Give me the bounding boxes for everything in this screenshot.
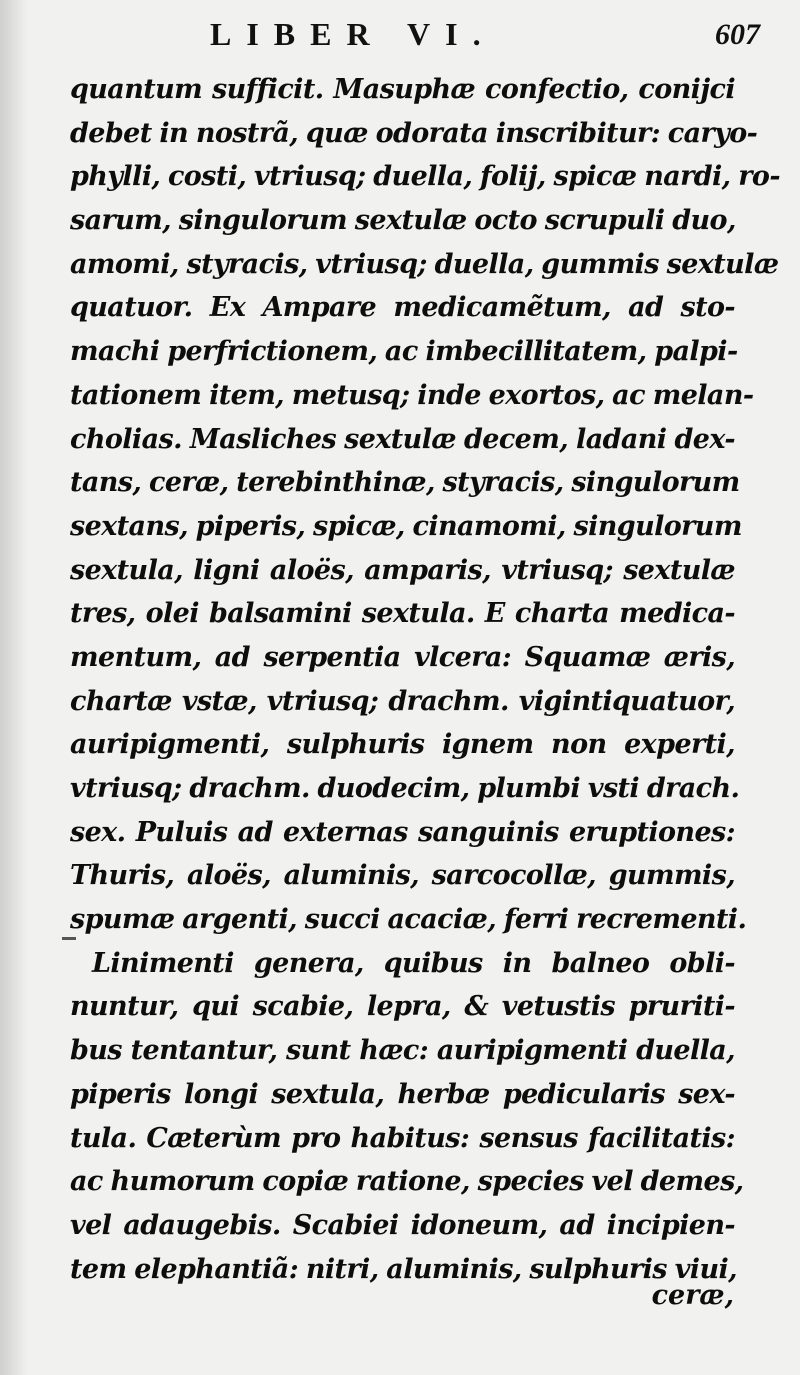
page-number: 607 xyxy=(715,18,760,51)
text-line: tans, ceræ, terebinthinæ, styracis, singulorum xyxy=(70,467,740,499)
text-line: auripigmenti, sulphuris ignem non experti, xyxy=(70,729,735,761)
text-line: sarum, singulorum sextulæ octo scrupuli duo, xyxy=(70,205,736,237)
text-line: ac humorum copiæ ratione, species vel demes, xyxy=(70,1166,744,1198)
running-head: LIBER VI. xyxy=(210,16,496,52)
text-line: sextans, piperis, spicæ, cinamomi, singulorum xyxy=(70,510,742,542)
text-line: quantum sufficit. Masuphæ confectio, conijci xyxy=(70,74,735,105)
text-line: cholias. Masliches sextulæ decem, ladani dex- xyxy=(70,423,735,455)
text-line: spumæ argenti, succi acaciæ, ferri recrementi. xyxy=(70,904,747,936)
text-line: amomi, styracis, vtriusq; duella, gummis sextulæ xyxy=(70,248,779,280)
body-text xyxy=(70,68,780,1291)
text-line: mentum, ad serpentia vlcera: Squamæ æris, xyxy=(70,641,735,673)
text-line: sextula, ligni aloës, amparis, vtriusq; sextulæ xyxy=(70,554,735,586)
text-line: piperis longi sextula, herbæ pedicularis sex- xyxy=(70,1078,735,1110)
text-line: vel adaugebis. Scabiei idoneum, ad incipien- xyxy=(70,1209,735,1241)
text-line: chartæ vstæ, vtriusq; drachm. vigintiquatuor, xyxy=(70,685,735,717)
paragraph-start-line: Linimenti genera, quibus in balneo obli- xyxy=(92,947,735,979)
text-line: tula. Cæterùm pro habitus: sensus facilitatis: xyxy=(70,1122,735,1154)
text-line: tres, olei balsamini sextula. E charta medica- xyxy=(70,598,735,630)
text-line: phylli, costi, vtriusq; duella, folij, spicæ nardi, ro- xyxy=(70,161,780,193)
page-header xyxy=(0,16,800,56)
text-line: tem elephantiã: nitri, aluminis, sulphuris viui, xyxy=(70,1253,737,1285)
gutter-shadow xyxy=(0,0,28,1375)
text-line: Thuris, aloës, aluminis, sarcocollæ, gummis, xyxy=(70,860,735,892)
text-line: sex. Puluis ad externas sanguinis eruptiones: xyxy=(70,816,735,848)
text-line: nuntur, qui scabie, lepra, & vetustis pruriti- xyxy=(70,991,735,1023)
catchword: ceræ, xyxy=(651,1280,734,1311)
text-line: debet in nostrã, quæ odorata inscribitur: caryo- xyxy=(70,117,758,149)
text-line: bus tentantur, sunt hæc: auripigmenti duella, xyxy=(70,1035,735,1067)
text-line: vtriusq; drachm. duodecim, plumbi vsti drach. xyxy=(70,773,740,804)
text-line: tationem item, metusq; inde exortos, ac melan- xyxy=(70,379,754,411)
text-line: quatuor. Ex Ampare medicamẽtum, ad sto- xyxy=(70,292,735,324)
text-line: machi perfrictionem, ac imbecillitatem, palpi- xyxy=(70,336,738,368)
